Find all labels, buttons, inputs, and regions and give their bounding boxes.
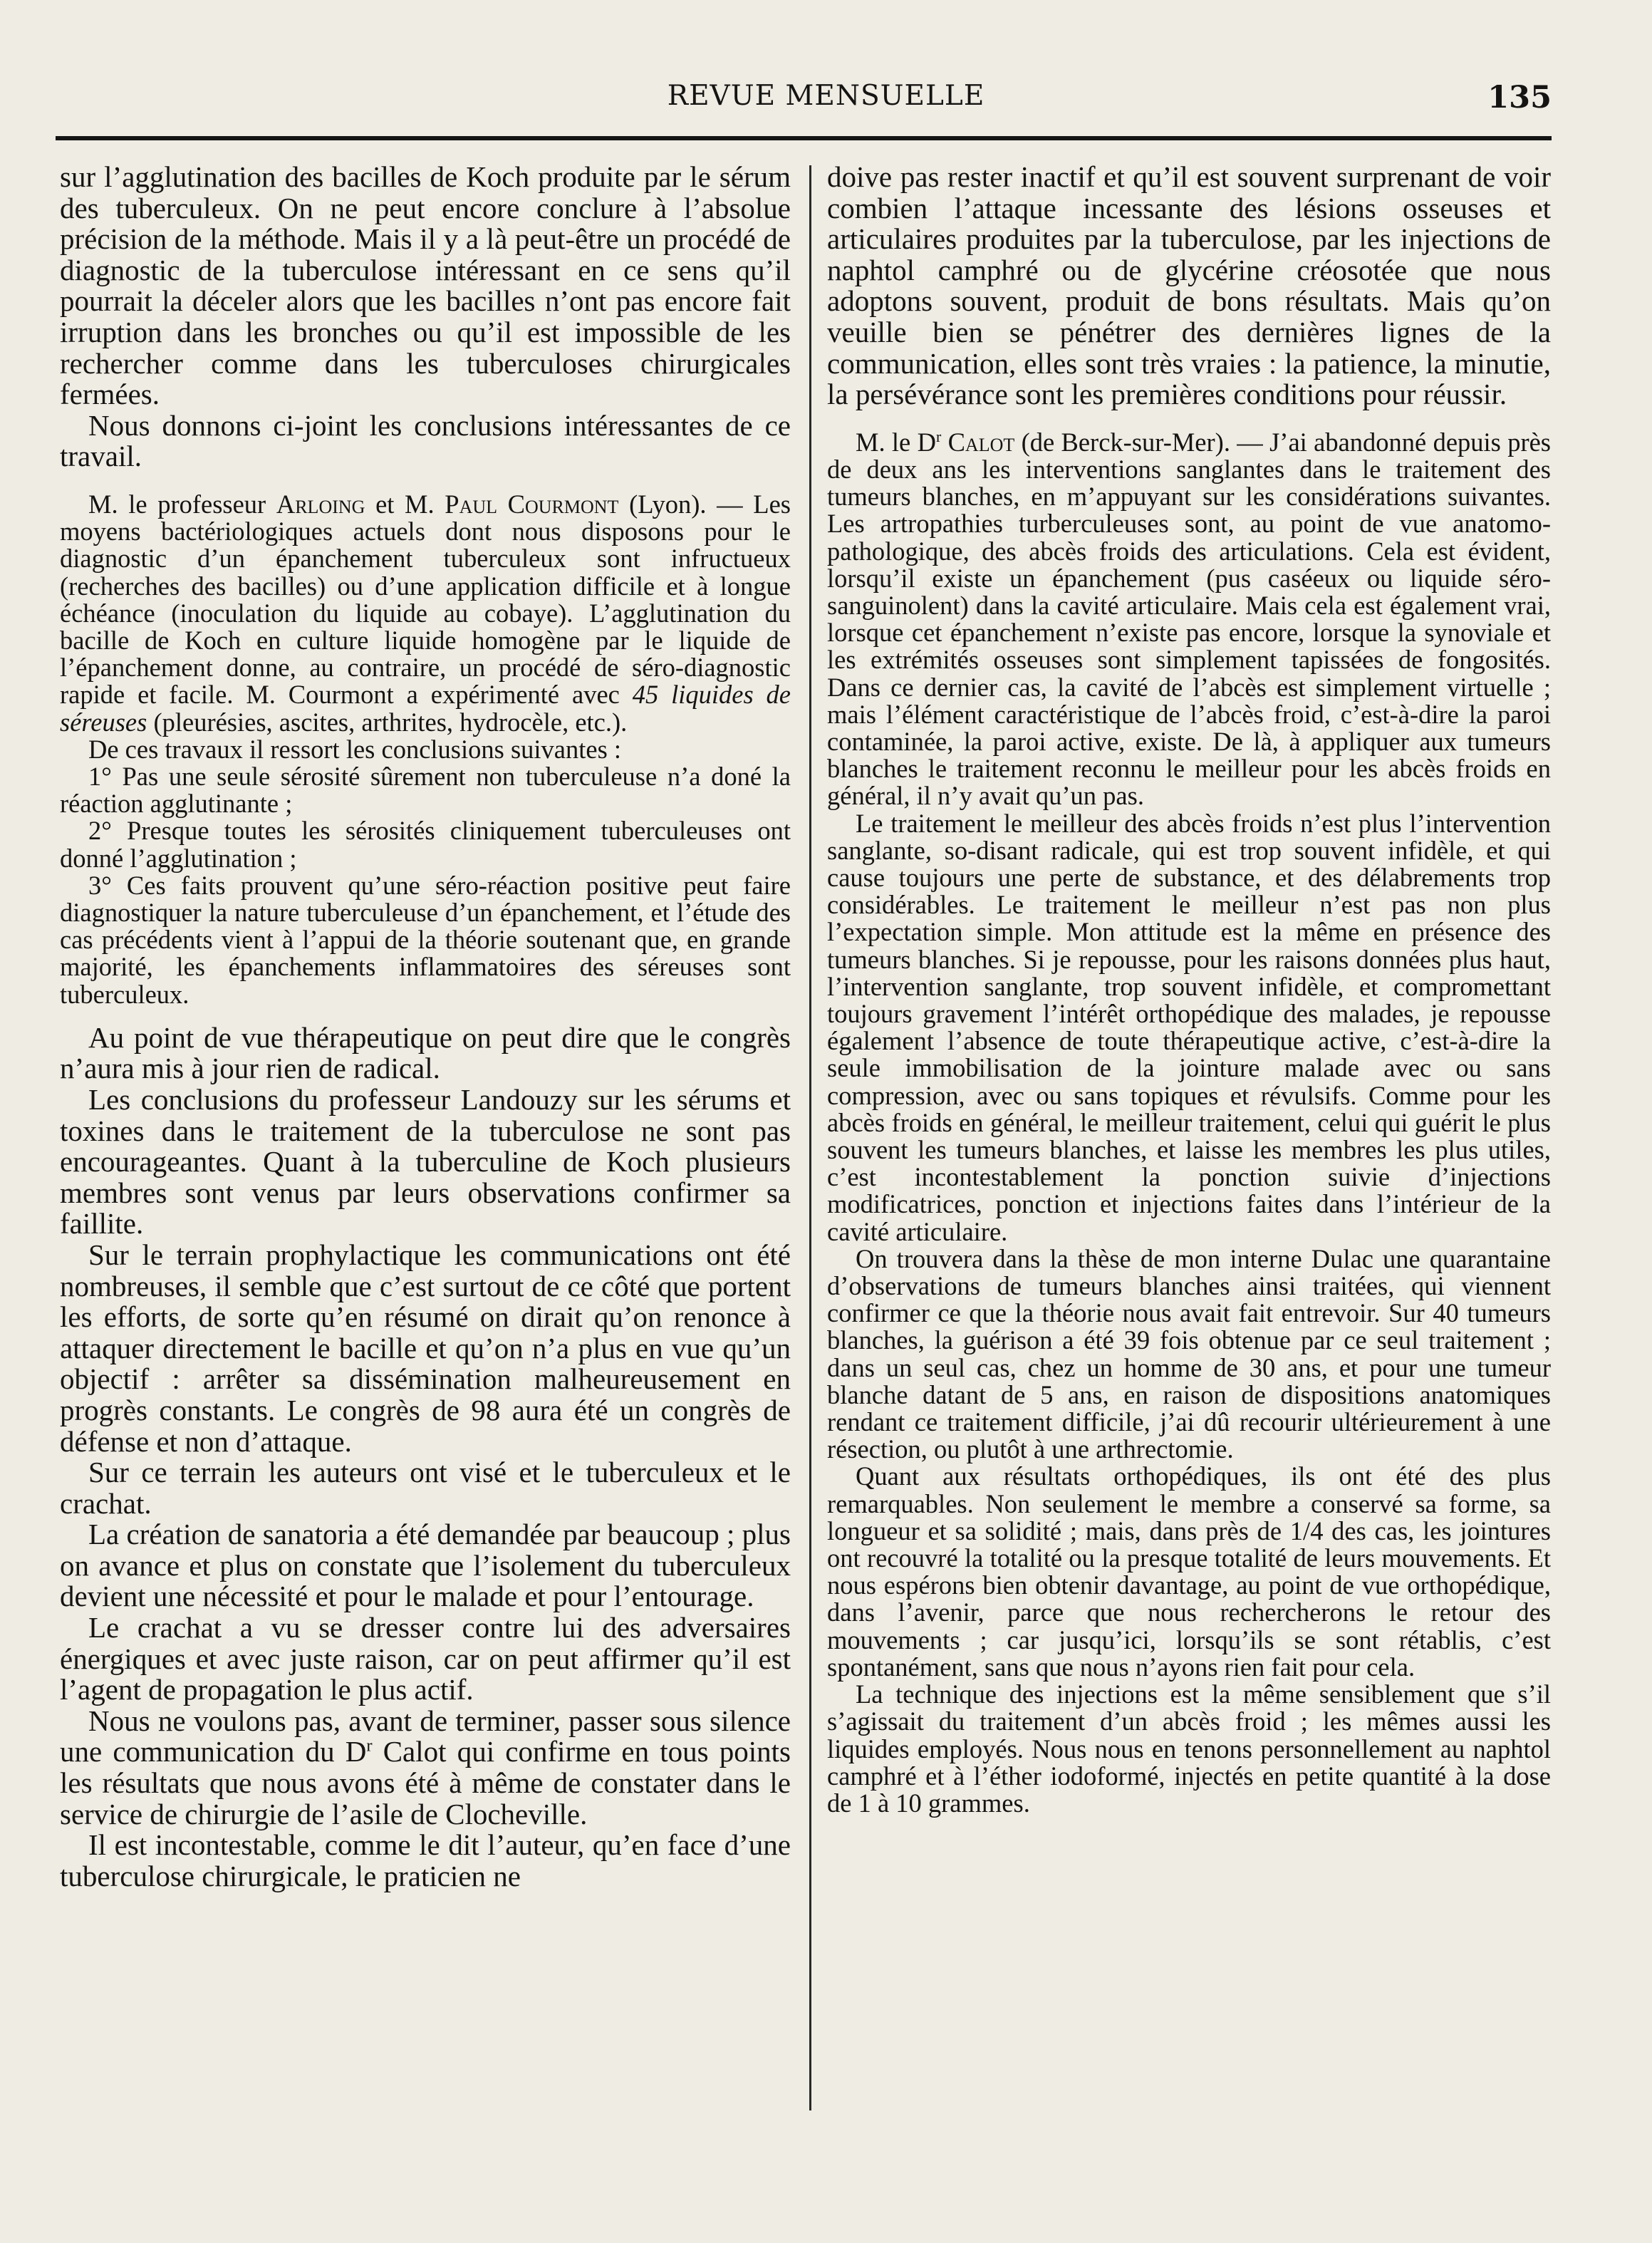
paragraph: Au point de vue thérapeutique on peut dire que le congrès n’aura mis à jour rien de radical. — [60, 1020, 791, 1085]
paragraph: On trouvera dans la thèse de mon interne Dulac une quarantaine d’observations de tumeurs blanches ainsi traitées, qui viennent confirmer ce que la théorie nous avait fait entrevoir. Sur 40 tumeurs blanches, la guérison a été 39 fois obtenue par ce seul traitement ; dans un seul cas, chez un homme de 30 ans, et pour une tumeur blanche datant de 5 ans, en raison de dispositions anatomiques rendant ce traitement difficile, j’ai dû recourir ultérieurement à une résection, ou plutôt à une arthrectomie. — [827, 1243, 1551, 1464]
column-separator — [809, 165, 811, 2110]
paragraph: Nous donnons ci-joint les conclusions intéressantes de ce travail. — [60, 408, 791, 473]
paragraph — [60, 1706, 791, 1830]
author-name: Arloing — [276, 489, 365, 519]
superscript: r — [935, 427, 942, 445]
page-number: 135 — [1487, 80, 1552, 115]
communication-calot — [827, 429, 1551, 810]
left-column — [60, 162, 791, 1892]
running-title: REVUE MENSUELLE — [667, 80, 985, 112]
header-rule — [56, 136, 1552, 140]
italic-run: 45 liquides de séreuses — [60, 680, 791, 737]
conclusion-item: 2° Presque toutes les sérosités cliniquement tuberculeuses ont donné l’agglutination ; — [60, 816, 791, 873]
paragraph: La technique des injections est la même sensiblement que s’il s’agissait du traitement d’un abcès froid ; les mêmes aussi les liquides employés. Nous nous en tenons personnellement au naphtol camphré et à l’éther iodoformé, injectés en petite quantité à la dose de 1 à 10 grammes. — [827, 1679, 1551, 1818]
paragraph: Sur ce terrain les auteurs ont visé et le tuberculeux et le crachat. — [60, 1456, 791, 1520]
superscript: r — [366, 1736, 373, 1756]
author-name: Calot — [941, 427, 1015, 457]
paragraph: doive pas rester inactif et qu’il est souvent surprenant de voir combien l’attaque incessante des lésions osseuses et articulaires produites par la tuberculose, par les injections de naphtol camphré ou de glycérine créosotée que nous adoptons souvent, produit de bons résultats. Mais qu’on veuille bien se pénétrer des dernières lignes de la communication, elles sont très vraies : la patience, la minutie, la persévérance sont les premières conditions pour réussir. — [827, 160, 1551, 411]
text-run: Nous ne voulons pas, avant de terminer, passer sous silence une communication du D — [60, 1704, 791, 1768]
communication-arloing-courmont — [60, 491, 791, 736]
paragraph: Sur le terrain prophylactique les communications ont été nombreuses, il semble que c’est surtout de ce côté que portent les efforts, de sorte qu’en résumé on dirait qu’on renonce à attaquer directement le bacille et qu’on n’a plus en vue qu’un objectif : arrêter sa dissémination malheureusement en progrès constants. Le congrès de 98 aura été un congrès de défense et non d’attaque. — [60, 1238, 791, 1458]
right-column — [827, 162, 1551, 1817]
text-run: Calot qui confirme en tous points les résultats que nous avons été à même de constater dans le service de chirurgie de l’asile de Clocheville. — [60, 1735, 791, 1830]
text-run: et M. — [365, 489, 445, 519]
text-run: (pleurésies, ascites, arthrites, hydrocèle, etc.). — [147, 707, 628, 737]
paragraph: Le traitement le meilleur des abcès froids n’est plus l’intervention sanglante, so-disant radicale, qui est trop souvent infidèle, et qui cause toujours une perte de substance, et des délabrements trop considérables. Le traitement le meilleur n’est pas non plus l’expectation simple. Mon attitude est la même en présence des tumeurs blanches. Si je repousse, pour les raisons données plus haut, l’intervention sanglante, trop souvent infidèle, et compromettant toujours gravement l’intérêt orthopédique des malades, je repousse également l’absence de toute thérapeutique active, c’est-à-dire la seule immobilisation de la jointure malade avec ou sans compression, avec ou sans topiques et révulsifs. Comme pour les abcès froids en général, le meilleur traitement, celui qui guérit le plus souvent les tumeurs blanches, et laisse les membres les plus utiles, c’est incontestablement la ponction suivie d’injections modificatrices, ponction et injections faites dans l’intérieur de la cavité articulaire. — [827, 808, 1551, 1246]
paragraph: La création de sanatoria a été demandée par beaucoup ; plus on avance et plus on constate que l’isolement du tuberculeux devient une nécessité et pour le malade et pour l’entourage. — [60, 1518, 791, 1613]
text-run: M. le professeur — [88, 489, 276, 519]
text-run: (Lyon). — Les moyens bactériologiques actuels dont nous disposons pour le diagnostic d’un épanchement tuberculeux sont infructueux (recherches des bacilles) ou d’une application difficile et à longue échéance (inoculation du liquide au cobaye). L’agglutination du bacille de Koch en culture liquide homogène par le liquide de l’épanchement donne, au contraire, un procédé de séro-diagnostic rapide et facile. M. Courmont a expérimenté avec — [60, 489, 791, 710]
paragraph: Le crachat a vu se dresser contre lui des adversaires énergiques et avec juste raison, car on peut affirmer qu’il est l’agent de propagation le plus actif. — [60, 1611, 791, 1706]
text-run: M. le D — [856, 427, 936, 457]
paragraph: Les conclusions du professeur Landouzy sur les sérums et toxines dans le traitement de la tuberculose ne sont pas encourageantes. Quant à la tuberculine de Koch plusieurs membres sont venus par leurs observations confirmer sa faillite. — [60, 1082, 791, 1240]
paragraph: Quant aux résultats orthopédiques, ils ont été des plus remarquables. Non seulement le membre a conservé sa forme, sa longueur et sa solidité ; mais, dans près de 1/4 des cas, les jointures ont recouvré la totalité ou la presque totalité de leurs mouvements. Et nous espérons bien obtenir davantage, au point de vue orthopédique, dans l’avenir, parce que nous rechercherons le retour des mouvements ; car jusqu’ici, lorsqu’ils se sont rétablis, c’est spontanément, sans que nous n’ayons rien fait pour cela. — [827, 1461, 1551, 1682]
paragraph: sur l’agglutination des bacilles de Koch produite par le sérum des tuberculeux. On ne peut encore conclure à l’absolue précision de la méthode. Mais il y a là peut-être un procédé de diagnostic de la tuberculose intéressant en ce sens qu’il pourrait la déceler alors que les bacilles n’ont pas encore fait irruption dans les bronches ou qu’il est impossible de les rechercher comme dans les tuberculoses chirurgicales fermées. — [60, 160, 791, 411]
author-name: Paul Courmont — [445, 489, 619, 519]
text-run: (de Berck-sur-Mer). — J’ai abandonné depuis près de deux ans les interventions sanglantes dans le traitement des tumeurs blanches, en m’appuyant sur les considérations suivantes. Les artropathies turberculeuses sont, au point de vue anatomo-pathologique, des abcès froids des articulations. Cela est évident, lorsqu’il existe un épanchement (pus caséeux ou liquide séro-sanguinolent) dans la cavité articulaire. Mais cela est également vrai, lorsque cet épanchement n’existe pas encore, lorsque la synoviale et les extrémités osseuses sont simplement tapissées de fongosités. Dans ce dernier cas, la cavité de l’abcès est simplement virtuelle ; mais l’élément caractéristique de l’abcès froid, c’est-à-dire la paroi contaminée, la paroi active, existe. De là, à appliquer aux tumeurs blanches le traitement reconnu le meilleur pour les abcès froids en général, il n’y avait qu’un pas. — [827, 427, 1551, 811]
conclusion-item: 1° Pas une seule sérosité sûrement non tuberculeuse n’a doné la réaction agglutinante ; — [60, 761, 791, 819]
paragraph: Il est incontestable, comme le dit l’auteur, qu’en face d’une tuberculose chirurgicale, le praticien ne — [60, 1828, 791, 1892]
conclusion-item: 3° Ces faits prouvent qu’une séro-réaction positive peut faire diagnostiquer la nature tuberculeuse d’un épanchement, et l’étude des cas précédents vient à l’appui de la théorie soutenant que, en grande majorité, les épanchements inflammatoires des séreuses sont tuberculeux. — [60, 870, 791, 1009]
paragraph: De ces travaux il ressort les conclusions suivantes : — [88, 734, 622, 764]
